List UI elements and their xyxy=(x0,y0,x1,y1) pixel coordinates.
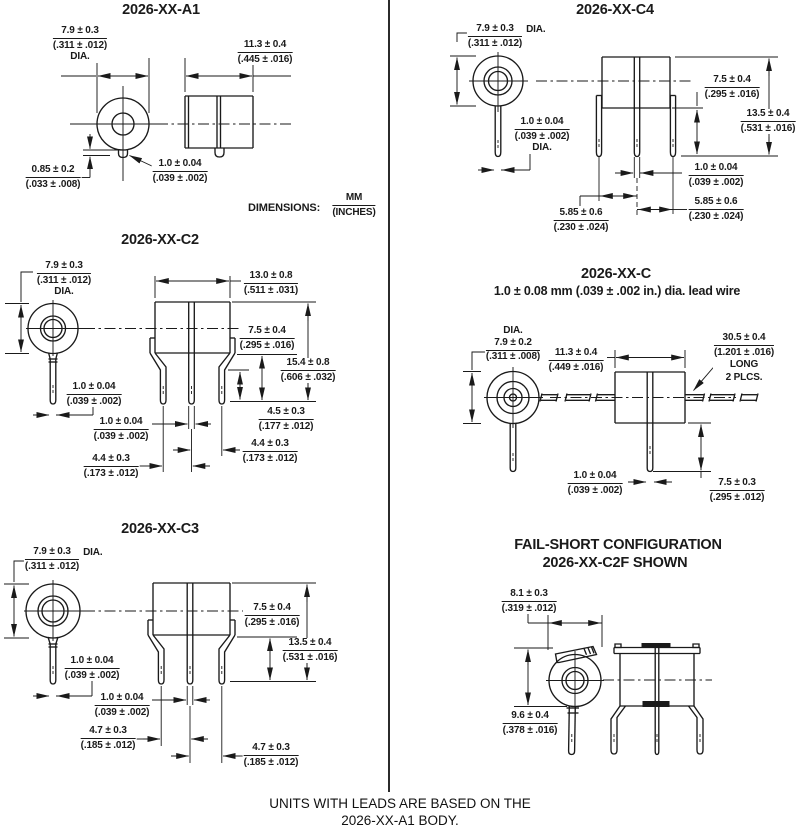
dia-suffix: DIA. xyxy=(503,325,523,336)
c4-dimension-lines xyxy=(450,33,778,216)
dim-in-value: (.230 ± .024) xyxy=(553,221,609,233)
footer-note-line2: 2026-XX-A1 BODY. xyxy=(341,813,459,828)
dim-in-value: (.295 ± .016) xyxy=(239,339,295,351)
dim-mm-value: 7.5 ± 0.3 xyxy=(710,478,765,491)
dim-in-value: (.319 ± .012) xyxy=(501,602,557,614)
dim-mm-value: 7.9 ± 0.2 xyxy=(486,338,540,351)
dim-in-value: (.378 ± .016) xyxy=(502,724,558,736)
dim-c-bottom-lead xyxy=(709,478,766,503)
lead-length-note: 2 PLCS. xyxy=(725,371,763,383)
dia-suffix: DIA. xyxy=(70,51,90,62)
dim-mm-value: 8.1 ± 0.3 xyxy=(502,589,557,602)
dim-c2-overall-height xyxy=(280,358,337,383)
dim-mm-value: 13.0 ± 0.8 xyxy=(244,271,298,284)
dim-mm-value: 15.4 ± 0.8 xyxy=(281,358,336,371)
dim-mm-value: 4.4 ± 0.3 xyxy=(84,454,139,467)
dim-in-value: (.039 ± .002) xyxy=(567,484,623,496)
dim-c3-overall-height xyxy=(282,638,339,663)
dim-in-value: (.185 ± .012) xyxy=(243,756,299,768)
dim-c-body-dia xyxy=(485,326,541,363)
dim-mm-value: 4.7 ± 0.3 xyxy=(81,726,136,739)
diagram-c2-title: 2026-XX-C2 xyxy=(121,232,199,248)
dim-mm-value: 1.0 ± 0.04 xyxy=(67,382,122,395)
dim-mm-value: 1.0 ± 0.04 xyxy=(153,159,208,172)
dim-mm-value: 5.85 ± 0.6 xyxy=(689,197,744,210)
dim-c4-body-dia xyxy=(467,23,546,49)
dim-in-value: (.039 ± .002) xyxy=(66,395,122,407)
diagram-c3-title: 2026-XX-C3 xyxy=(121,521,199,537)
dim-in-value: (.039 ± .002) xyxy=(93,430,149,442)
dim-c3-lead-space-right xyxy=(243,743,300,768)
dim-c3-body-dia xyxy=(24,546,103,572)
dim-in-value: (.039 ± .002) xyxy=(514,130,570,142)
dim-in-value: (.185 ± .012) xyxy=(80,739,136,751)
dim-a1-body-dia xyxy=(52,26,108,63)
dim-c3-lead-dia-side xyxy=(94,693,151,718)
dim-in-value: (.173 ± .012) xyxy=(242,452,298,464)
dim-mm-value: 7.9 ± 0.3 xyxy=(468,24,522,37)
dim-in-value: (.311 ± .012) xyxy=(467,37,523,49)
fail-short-title-line1: FAIL-SHORT CONFIGURATION xyxy=(514,537,722,553)
dim-in-value: (.445 ± .016) xyxy=(237,53,293,65)
dim-c-body-length xyxy=(548,348,605,373)
footer-note-line1: UNITS WITH LEADS ARE BASED ON THE xyxy=(269,796,531,811)
dim-in-value: (.511 ± .031) xyxy=(243,284,299,296)
dim-mm-value: 7.9 ± 0.3 xyxy=(25,547,79,560)
dim-c2-lead-space-right xyxy=(242,439,299,464)
dim-c3-lead-space-left xyxy=(80,726,137,751)
dim-in-value: (.531 ± .016) xyxy=(740,122,796,134)
dimensions-note-units xyxy=(331,193,376,218)
dim-in-value: (.039 ± .002) xyxy=(64,669,120,681)
dia-suffix: DIA. xyxy=(54,286,74,297)
dim-c4-overall-height xyxy=(740,109,797,134)
units-inches: (INCHES) xyxy=(332,206,376,218)
dim-in-value: (.531 ± .016) xyxy=(282,651,338,663)
dia-suffix: DIA. xyxy=(526,24,546,35)
dia-suffix: DIA. xyxy=(83,547,103,558)
dim-c2-body-height xyxy=(239,326,296,351)
diagram-c xyxy=(400,250,800,520)
dim-fail-short-body-width xyxy=(501,589,558,614)
dim-mm-value: 11.3 ± 0.4 xyxy=(549,348,604,361)
dim-c4-lead-dia-center xyxy=(688,163,745,188)
dim-in-value: (.039 ± .002) xyxy=(688,176,744,188)
dim-c-lead-length xyxy=(713,333,775,383)
dim-a1-lead-stub xyxy=(25,165,82,190)
dimensions-note-label: DIMENSIONS: xyxy=(248,202,321,214)
dim-mm-value: 11.3 ± 0.4 xyxy=(238,40,293,53)
dim-c2-lead-space-left xyxy=(83,454,140,479)
dim-mm-value: 30.5 ± 0.4 xyxy=(714,333,774,346)
dim-in-value: (.177 ± .012) xyxy=(258,420,314,432)
dim-in-value: (.606 ± .032) xyxy=(280,371,336,383)
dim-mm-value: 1.0 ± 0.04 xyxy=(94,417,149,430)
dim-mm-value: 7.9 ± 0.3 xyxy=(53,26,107,39)
dim-mm-value: 1.0 ± 0.04 xyxy=(65,656,120,669)
dia-suffix: DIA. xyxy=(532,142,552,153)
diagram-c4 xyxy=(400,0,800,250)
dim-mm-value: 4.5 ± 0.3 xyxy=(259,407,314,420)
dim-c4-lead-dia-front xyxy=(514,117,571,154)
a1-side-view xyxy=(185,96,253,157)
dim-mm-value: 1.0 ± 0.04 xyxy=(568,471,623,484)
dim-mm-value: 13.5 ± 0.4 xyxy=(283,638,338,651)
lead-length-note: LONG xyxy=(729,359,759,370)
dim-c2-lead-dia-front xyxy=(66,382,123,407)
dim-fail-short-body-height xyxy=(502,711,559,736)
dim-c4-lead-space-right xyxy=(688,197,745,222)
dim-a1-lead-dia xyxy=(152,159,209,184)
dim-in-value: (.311 ± .012) xyxy=(52,39,108,51)
diagram-a1 xyxy=(0,0,389,230)
footer-note xyxy=(0,795,800,829)
dim-in-value: (.311 ± .008) xyxy=(485,351,541,362)
dim-in-value: (.039 ± .002) xyxy=(94,706,150,718)
dim-in-value: (.033 ± .008) xyxy=(25,178,81,190)
diagram-c-title: 2026-XX-C xyxy=(581,266,651,282)
diagram-a1-title: 2026-XX-A1 xyxy=(122,2,200,18)
dim-mm-value: 7.5 ± 0.4 xyxy=(705,75,760,88)
dim-in-value: (.449 ± .016) xyxy=(548,361,604,373)
dim-in-value: (.311 ± .012) xyxy=(36,274,92,286)
diagram-fail-short xyxy=(400,520,800,795)
c4-side-view xyxy=(596,57,675,157)
dim-a1-body-length xyxy=(237,40,294,65)
dim-mm-value: 4.7 ± 0.3 xyxy=(244,743,299,756)
dim-mm-value: 7.9 ± 0.3 xyxy=(37,261,91,274)
dim-mm-value: 1.0 ± 0.04 xyxy=(95,693,150,706)
units-mm: MM xyxy=(332,193,375,206)
dim-in-value: (.295 ± .016) xyxy=(244,616,300,628)
diagram-c4-title: 2026-XX-C4 xyxy=(576,2,654,18)
dim-c2-leg-length xyxy=(258,407,315,432)
dim-c3-body-height xyxy=(244,603,301,628)
fail-short-title-line2: 2026-XX-C2F SHOWN xyxy=(542,555,688,571)
dim-mm-value: 9.6 ± 0.4 xyxy=(503,711,558,724)
dim-mm-value: 4.4 ± 0.3 xyxy=(243,439,298,452)
dim-c2-body-dia xyxy=(36,261,92,298)
dim-mm-value: 1.0 ± 0.04 xyxy=(515,117,570,130)
diagram-c2 xyxy=(0,230,389,520)
dim-c2-lead-dia-side xyxy=(93,417,150,442)
dim-in-value: (.039 ± .002) xyxy=(152,172,208,184)
dim-c4-body-height xyxy=(704,75,761,100)
dim-c4-lead-space-left xyxy=(553,208,610,233)
dim-mm-value: 7.5 ± 0.4 xyxy=(245,603,300,616)
dim-in-value: (.173 ± .012) xyxy=(83,467,139,479)
dim-c3-lead-dia-front xyxy=(64,656,121,681)
diagram-c3 xyxy=(0,520,389,795)
diagram-c-subtitle: 1.0 ± 0.08 mm (.039 ± .002 in.) dia. lead wire xyxy=(493,284,741,298)
dim-in-value: (.295 ± .016) xyxy=(704,88,760,100)
dim-c2-body-width xyxy=(243,271,299,296)
dim-in-value: (.311 ± .012) xyxy=(24,560,80,572)
dim-c-lead-dia xyxy=(567,471,624,496)
dim-in-value: (.230 ± .024) xyxy=(688,210,744,222)
fail-short-side-view xyxy=(611,644,703,755)
dim-in-value: (.295 ± .012) xyxy=(709,491,765,503)
c-side-view xyxy=(540,372,758,472)
dim-mm-value: 0.85 ± 0.2 xyxy=(26,165,81,178)
dim-mm-value: 13.5 ± 0.4 xyxy=(741,109,796,122)
dim-in-value: (1.201 ± .016) xyxy=(713,346,775,358)
dim-mm-value: 1.0 ± 0.04 xyxy=(689,163,744,176)
dim-mm-value: 5.85 ± 0.6 xyxy=(554,208,609,221)
dim-mm-value: 7.5 ± 0.4 xyxy=(240,326,295,339)
